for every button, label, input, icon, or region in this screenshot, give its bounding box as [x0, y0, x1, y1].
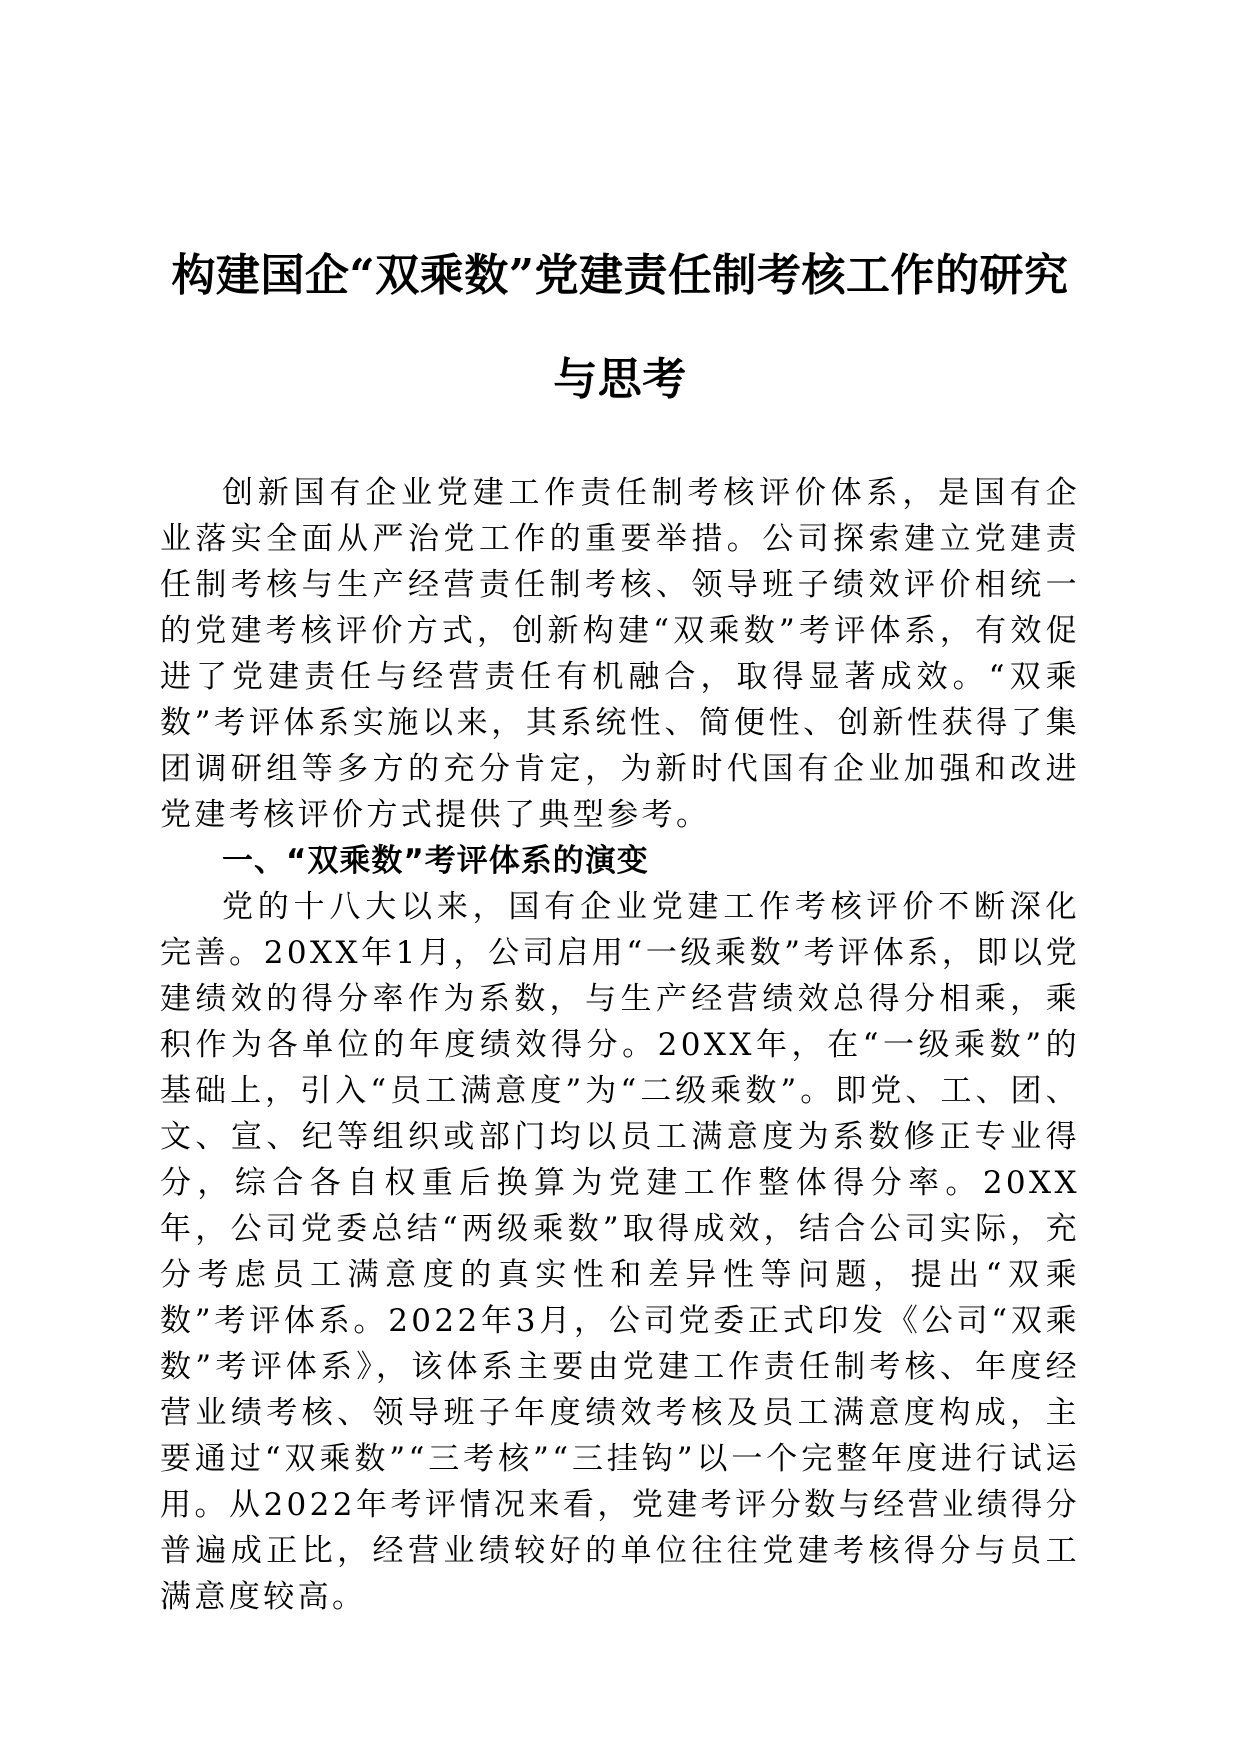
intro-paragraph: 创新国有企业党建工作责任制考核评价体系，是国有企业落实全面从严治党工作的重要举措。公司探索建立党建责任制考核与生产经营责任制考核、领导班子绩效评价相统一的党建考核评价方式，创新构建“双乘数”考评体系，有效促进了党建责任与经营责任有机融合，取得显著成效。“双乘数”考评体系实施以来，其系统性、简便性、创新性获得了集团调研组等多方的充分肯定，为新时代国有企业加强和改进党建考核评价方式提供了典型参考。 — [160, 475, 1080, 833]
section-paragraph: 党的十八大以来，国有企业党建工作考核评价不断深化完善。20XX年1月，公司启用“一级乘数”考评体系，即以党建绩效的得分率作为系数，与生产经营绩效总得分相乘，乘积作为各单位的年度绩效得分。20XX年，在“一级乘数”的基础上，引入“员工满意度”为“二级乘数”。即党、工、团、文、宣、纪等组织或部门均以员工满意度为系数修正专业得分，综合各自权重后换算为党建工作整体得分率。20XX年，公司党委总结“两级乘数”取得成效，结合公司实际，充分考虑员工满意度的真实性和差异性等问题，提出“双乘数”考评体系。2022年3月，公司党委正式印发《公司“双乘数”考评体系》，该体系主要由党建工作责任制考核、年度经营业绩考核、领导班子年度绩效考核及员工满意度构成，主要通过“双乘数”“三考核”“三挂钩”以一个完整年度进行试运用。从2022年考评情况来看，党建考评分数与经营业绩得分普遍成正比，经营业绩较好的单位往往党建考核得分与员工满意度较高。 — [160, 889, 1080, 1615]
document-title: 构建国企“双乘数”党建责任制考核工作的研究与思考 — [171, 250, 1069, 405]
section-heading: 一、“双乘数”考评体系的演变 — [222, 843, 649, 879]
document-body — [160, 470, 1080, 1620]
